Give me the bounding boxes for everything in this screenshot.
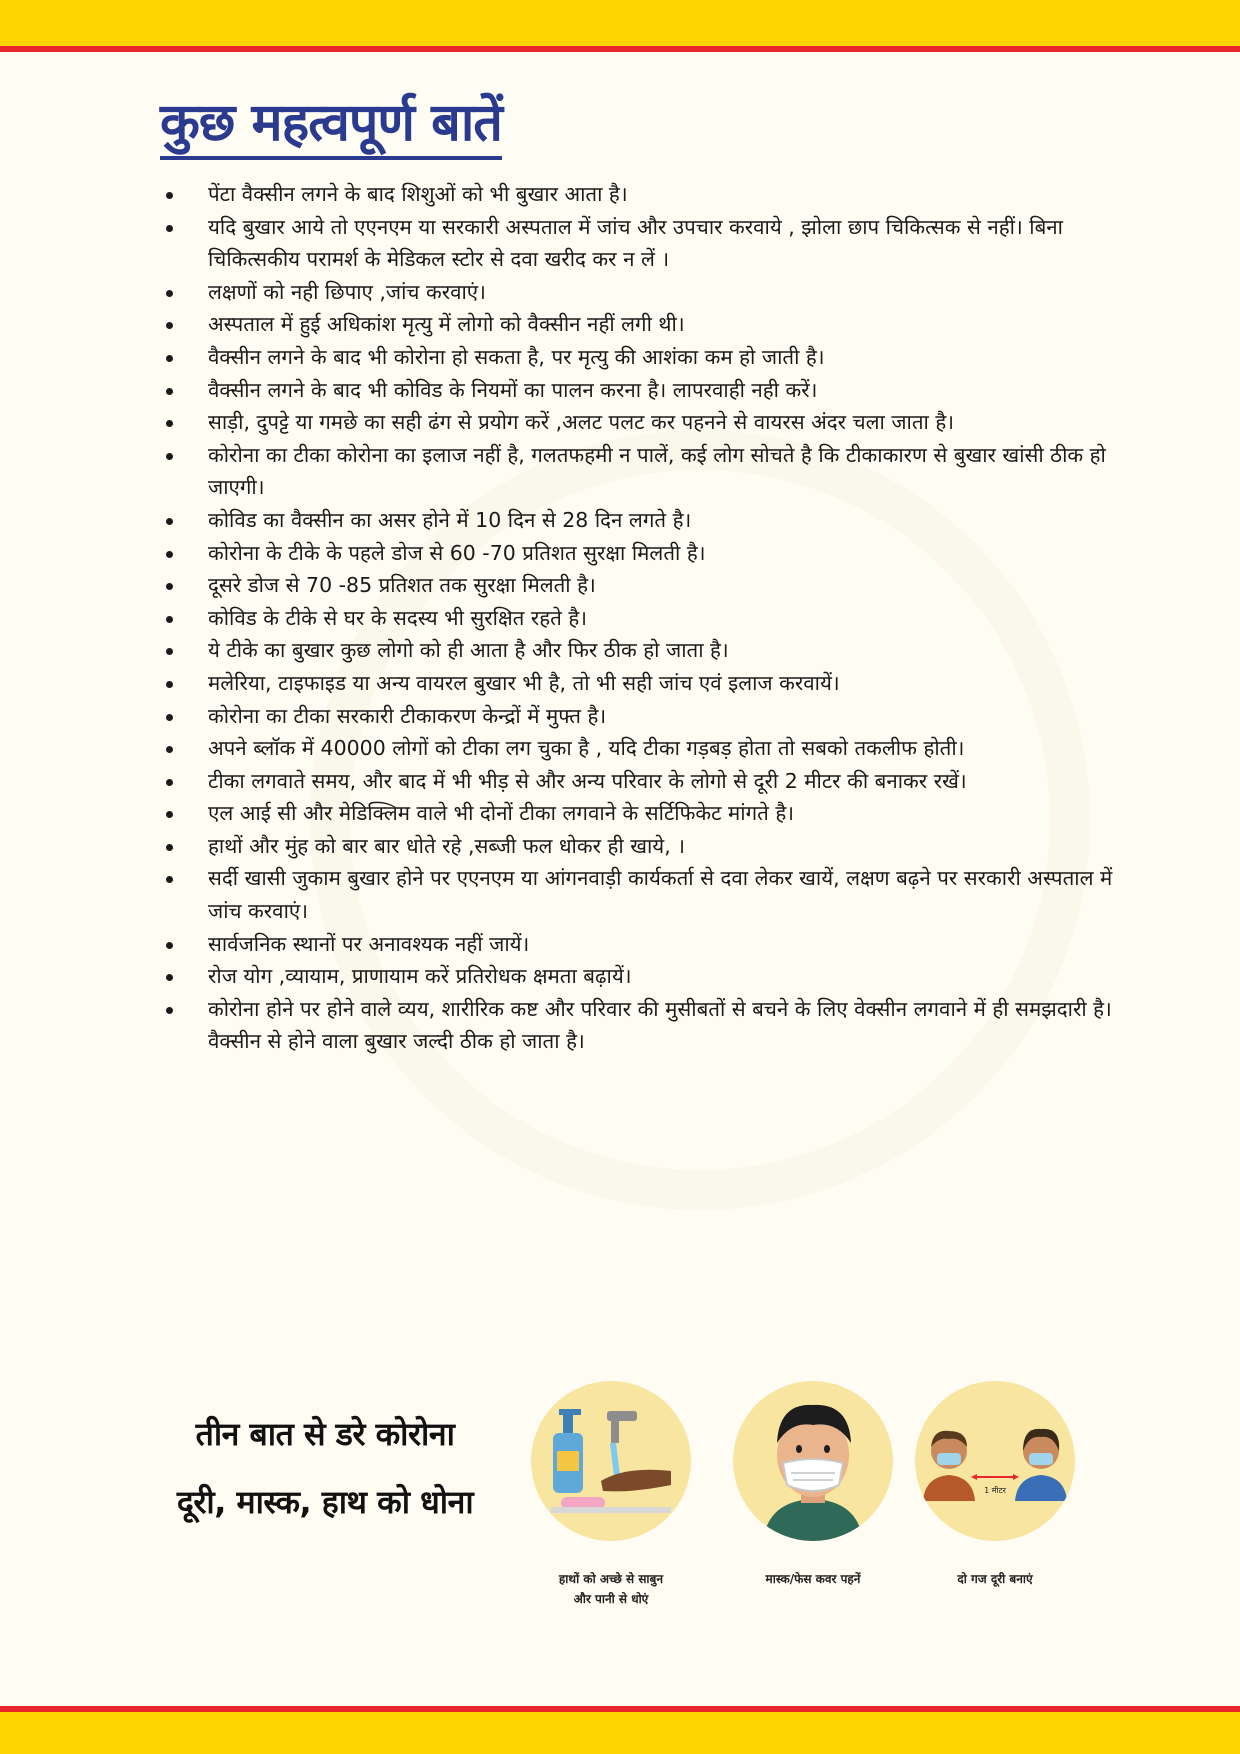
bullet-icon bbox=[166, 225, 173, 232]
handwash-card bbox=[528, 1381, 694, 1609]
bullet-icon bbox=[166, 1007, 173, 1014]
bullet-icon bbox=[166, 942, 173, 949]
point-item bbox=[160, 374, 1120, 407]
distance-card bbox=[912, 1381, 1078, 1589]
point-text: हाथों और मुंह को बार बार धोते रहे ,सब्जी फल धोकर ही खाये, । bbox=[208, 833, 685, 858]
slogan-line-1: तीन बात से डरे कोरोना bbox=[195, 1415, 455, 1453]
point-item bbox=[160, 797, 1120, 830]
bullet-icon bbox=[166, 681, 173, 688]
point-text: मलेरिया, टाइफाइड या अन्य वायरल बुखार भी है, तो भी सही जांच एवं इलाज करवायें। bbox=[208, 670, 840, 695]
bullet-icon bbox=[166, 746, 173, 753]
point-text: कोरोना का टीका सरकारी टीकाकरण केन्द्रों में मुफ्त है। bbox=[208, 703, 607, 728]
point-item bbox=[160, 211, 1120, 276]
bullet-icon bbox=[166, 714, 173, 721]
bullet-icon bbox=[166, 355, 173, 362]
point-item bbox=[160, 178, 1120, 211]
point-text: वैक्सीन लगने के बाद भी कोविड के नियमों का पालन करना है। लापरवाही नही करें। bbox=[208, 377, 818, 402]
point-item bbox=[160, 960, 1120, 993]
top-red-line bbox=[0, 46, 1240, 52]
bullet-icon bbox=[166, 583, 173, 590]
point-item bbox=[160, 700, 1120, 733]
point-item bbox=[160, 439, 1120, 504]
point-text: यदि बुखार आये तो एएनएम या सरकारी अस्पताल में जांच और उपचार करवाये , झोला छाप चिकित्सक से नहीं। बिना चिकित्सकीय परामर्श के मेडिकल स्टोर से दवा खरीद कर न लें । bbox=[208, 214, 1063, 272]
bullet-icon bbox=[166, 974, 173, 981]
point-text: सार्वजनिक स्थानों पर अनावश्यक नहीं जायें। bbox=[208, 931, 530, 956]
mask-illustration bbox=[733, 1381, 893, 1541]
point-item bbox=[160, 928, 1120, 961]
slogan bbox=[150, 1400, 500, 1536]
point-item bbox=[160, 569, 1120, 602]
bullet-icon bbox=[166, 192, 173, 199]
bullet-icon bbox=[166, 616, 173, 623]
point-item bbox=[160, 993, 1120, 1058]
point-item bbox=[160, 862, 1120, 927]
point-text: वैक्सीन लगने के बाद भी कोरोना हो सकता है, पर मृत्यु की आशंका कम हो जाती है। bbox=[208, 344, 825, 369]
handwash-illustration bbox=[531, 1381, 691, 1541]
distance-label: दो गज दूरी बनाएं bbox=[957, 1572, 1033, 1586]
top-yellow-band bbox=[0, 0, 1240, 46]
bullet-icon bbox=[166, 551, 173, 558]
point-item bbox=[160, 830, 1120, 863]
point-text: अपने ब्लॉक में 40000 लोगों को टीका लग चुका है , यदि टीका गड़बड़ होता तो सबको तकलीफ होती। bbox=[208, 736, 965, 761]
meter-label: 1 मीटर bbox=[984, 1486, 1006, 1495]
mask-card bbox=[730, 1381, 896, 1589]
point-item bbox=[160, 537, 1120, 570]
point-text: कोरोना होने पर होने वाले व्यय, शारीरिक कष्ट और परिवार की मुसीबतों से बचने के लिए वेक्सीन लगवाने में ही समझदारी है। वैक्सीन से होने वाला बुखार जल्दी ठीक हो जाता है। bbox=[208, 996, 1112, 1054]
point-item bbox=[160, 634, 1120, 667]
bullet-icon bbox=[166, 322, 173, 329]
point-text: एल आई सी और मेडिक्लिम वाले भी दोनों टीका लगवाने के सर्टिफिकेट मांगते है। bbox=[208, 801, 794, 826]
bullet-icon bbox=[166, 779, 173, 786]
point-text: टीका लगवाते समय, और बाद में भी भीड़ से और अन्य परिवार के लोगो से दूरी 2 मीटर की बनाकर रखें। bbox=[208, 768, 967, 793]
bullet-icon bbox=[166, 290, 173, 297]
bullet-icon bbox=[166, 648, 173, 655]
mask-label: मास्क/फेस कवर पहनें bbox=[765, 1572, 861, 1586]
bullet-icon bbox=[166, 518, 173, 525]
point-item bbox=[160, 602, 1120, 635]
point-item bbox=[160, 732, 1120, 765]
point-text: कोविड के टीके से घर के सदस्य भी सुरक्षित रहते है। bbox=[208, 605, 587, 630]
bottom-yellow-band bbox=[0, 1712, 1240, 1754]
point-text: कोरोना का टीका कोरोना का इलाज नहीं है, गलतफहमी न पालें, कई लोग सोचते है कि टीकाकारण से बुखार खांसी ठीक हो जाएगी। bbox=[208, 442, 1106, 500]
handwash-label: हाथों को अच्छे से साबुन और पानी से धोएं bbox=[558, 1572, 664, 1606]
point-text: ये टीके का बुखार कुछ लोगो को ही आता है और फिर ठीक हो जाता है। bbox=[208, 638, 729, 663]
important-points-list bbox=[160, 178, 1120, 1058]
page-title: कुछ महत्वपूर्ण बातें bbox=[160, 92, 502, 160]
bullet-icon bbox=[166, 453, 173, 460]
distance-illustration bbox=[915, 1381, 1075, 1541]
point-text: पेंटा वैक्सीन लगने के बाद शिशुओं को भी बुखार आता है। bbox=[208, 182, 628, 206]
point-text: कोरोना के टीके के पहले डोज से 60 -70 प्रतिशत सुरक्षा मिलती है। bbox=[208, 540, 706, 565]
point-item bbox=[160, 308, 1120, 341]
point-item bbox=[160, 504, 1120, 537]
point-text: लक्षणों को नही छिपाए ,जांच करवाएं। bbox=[208, 279, 486, 304]
point-item bbox=[160, 276, 1120, 309]
point-text: अस्पताल में हुई अधिकांश मृत्यु में लोगो को वैक्सीन नहीं लगी थी। bbox=[208, 312, 685, 337]
point-item bbox=[160, 341, 1120, 374]
point-text: सर्दी खासी जुकाम बुखार होने पर एएनएम या आंगनवाड़ी कार्यकर्ता से दवा लेकर खायें, लक्षण बढ़ने पर सरकारी अस्पताल में जांच करवाएं। bbox=[208, 866, 1113, 924]
bullet-icon bbox=[166, 420, 173, 427]
point-text: रोज योग ,व्यायाम, प्राणायाम करें प्रतिरोधक क्षमता बढ़ायें। bbox=[208, 964, 632, 989]
point-item bbox=[160, 765, 1120, 798]
point-text: साड़ी, दुपट्टे या गमछे का सही ढंग से प्रयोग करें ,अलट पलट कर पहनने से वायरस अंदर चला जाता है। bbox=[208, 410, 954, 435]
point-text: दूसरे डोज से 70 -85 प्रतिशत तक सुरक्षा मिलती है। bbox=[208, 573, 596, 598]
point-item bbox=[160, 667, 1120, 700]
point-text: कोविड का वैक्सीन का असर होने में 10 दिन से 28 दिन लगते है। bbox=[208, 507, 692, 532]
bullet-icon bbox=[166, 388, 173, 395]
bullet-icon bbox=[166, 811, 173, 818]
bullet-icon bbox=[166, 844, 173, 851]
bullet-icon bbox=[166, 876, 173, 883]
point-item bbox=[160, 406, 1120, 439]
slogan-line-2: दूरी, मास्क, हाथ को धोना bbox=[176, 1483, 474, 1521]
